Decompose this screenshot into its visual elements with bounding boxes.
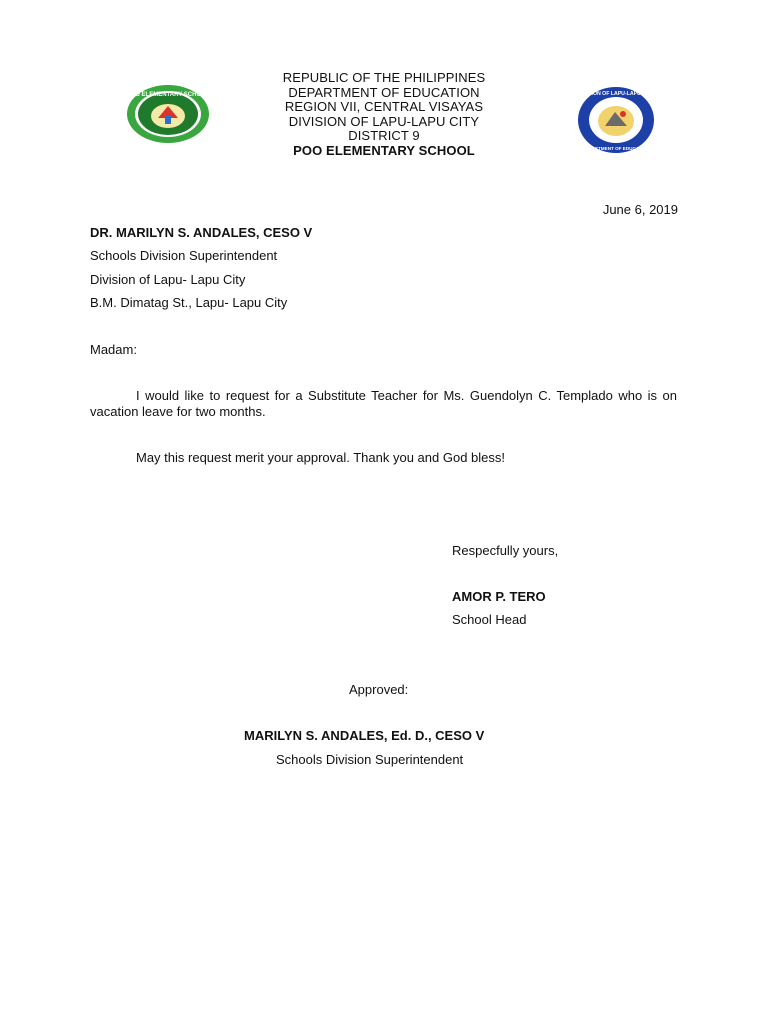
recipient-name: DR. MARILYN S. ANDALES, CESO V <box>90 225 313 240</box>
school-name: POO ELEMENTARY SCHOOL <box>293 142 475 158</box>
recipient-line: Schools Division Superintendent <box>90 248 278 263</box>
right-seal-top-text: DIVISION OF LAPU-LAPU CITY <box>577 91 655 97</box>
signatory-title: School Head <box>452 612 527 627</box>
letterhead-line: DIVISION OF LAPU-LAPU CITY <box>288 113 480 129</box>
letterhead-line: REGION VII, CENTRAL VISAYAS <box>284 99 484 114</box>
approver-name: MARILYN S. ANDALES, Ed. D., CESO V <box>244 728 485 743</box>
recipient-line: Division of Lapu- Lapu City <box>90 272 246 287</box>
letterhead-line: DEPARTMENT OF EDUCATION <box>288 84 480 100</box>
signatory-name: AMOR P. TERO <box>452 589 546 604</box>
approver-title: Schools Division Superintendent <box>276 752 464 767</box>
body-text: I would like to request for a Substitute Teacher for Ms. Guendolyn C. Templado who is on vacation leave for two months. <box>90 388 677 419</box>
letterhead-line: DISTRICT 9 <box>348 128 420 143</box>
right-seal-bottom-text: DEPARTMENT OF EDUCATION <box>582 146 650 151</box>
body-paragraph <box>90 388 677 420</box>
salutation: Madam: <box>90 342 137 357</box>
letterhead-line: REPUBLIC OF THE PHILIPPINES <box>282 70 486 85</box>
body-text: May this request merit your approval. Thank you and God bless! <box>136 450 506 465</box>
closing: Respecfully yours, <box>452 543 559 558</box>
approval-label: Approved: <box>349 682 409 697</box>
letter-date: June 6, 2019 <box>602 202 678 217</box>
left-seal-text: POO ELEMENTARY SCHOOL <box>126 92 210 98</box>
letterhead <box>0 71 768 158</box>
body-paragraph <box>136 450 505 466</box>
recipient-line: B.M. Dimatag St., Lapu- Lapu City <box>90 295 288 310</box>
